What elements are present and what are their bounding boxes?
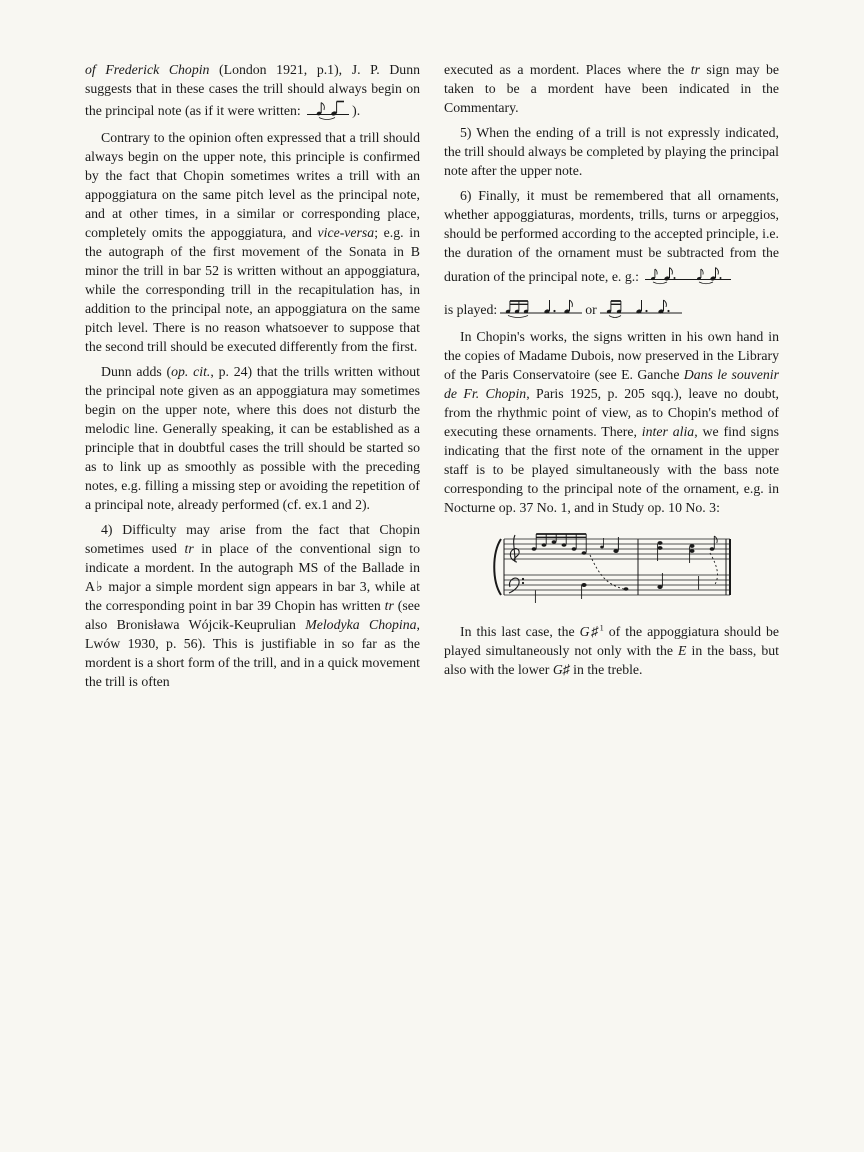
right-column — [444, 60, 779, 692]
paragraph-8 — [444, 327, 779, 517]
paragraph-3-text: Dunn adds (op. cit., p. 24) that the trills written without the principal note given as an appoggiatura may sometimes begin on the upper note, where this does not disturb the melodic line. Generally speaking, it can be established as a principle that in doubtful cases the trill should be started so as to link up as smoothly as possible with the preceding notes, e.g. filling a missing step or avoiding the repetition of a principal note, already performed (cf. ex.1 and 2). — [85, 364, 421, 512]
paragraph-6-text: 5) When the ending of a trill is not expressly indicated, the trill should always be completed by playing the principal note after the upper note. — [444, 125, 779, 178]
study-op10-no3-excerpt-icon — [490, 529, 734, 607]
paragraph-2 — [85, 128, 420, 356]
paragraph-9 — [444, 622, 779, 679]
paragraph-5-text: executed as a mordent. Places where the tr sign may be taken to be a mordent have been indicated in the Commentary. — [444, 62, 779, 115]
music-example-study-op10-no3 — [444, 529, 779, 612]
paragraph-1-close: ). — [352, 103, 361, 118]
paragraph-8-text: In Chopin's works, the signs written in his own hand in the copies of Madame Dubois, now preserved in the Library of the Paris Conservatoire (see E. Ganche Dans le souvenir de Fr. Chopin, Paris 1925, p. 205 sqq.), leave no doubt, from the rhythmic point of view, as to Chopin's method of executing these ornaments. There, inter alia, we find signs indicating that the first note of the ornament in the upper staff is to be played simultaneously with the bass note corresponding to the principal note of the ornament, e.g. in Nocturne op. 37 No. 1, and in Study op. 10 No. 3: — [444, 329, 779, 515]
paragraph-2-text: Contrary to the opinion often expressed that a trill should always begin on the upper note, this principle is confirmed by the fact that Chopin sometimes writes a trill with an appoggiatura on the same pitch level as the principal note, and at other times, in a similar or corresponding place, completely omits the appoggiatura, and vice-versa; e.g. in the autograph of the first movement of the Sonata in B minor the trill in bar 52 is written without an appoggiatura, while the corresponding trill in the recapitulation has, in addition to the principal note, an appoggiatura on the same pitch level. There is no reason whatsoever to suppose that the second trill should be executed differently from the first. — [85, 130, 420, 354]
text-columns — [85, 60, 779, 692]
played-variant-1-icon — [499, 295, 583, 321]
paragraph-9-text: In this last case, the G♯$^1$ of the appoggiatura should be played simultaneously not only with the E in the bass, but also with the lower G♯ in the treble. — [444, 623, 779, 677]
left-column — [85, 60, 420, 692]
paragraph-1-text: of Frederick Chopin (London 1921, p.1), J. P. Dunn suggests that in these cases the trill should always begin on the principal note (as if it were written: — [85, 62, 420, 118]
paragraph-1 — [85, 60, 420, 122]
is-played-label: is played: — [444, 302, 498, 317]
paragraph-4-text: 4) Difficulty may arise from the fact that Chopin sometimes used tr in place of the conventional sign to indicate a mordent. In the autograph MS of the Ballade in A♭ major a simple mordent sign appears in bar 3, while at the corresponding point in bar 39 Chopin has written tr (see also Bronisława Wójcik-Keuprulian Melodyka Chopina, Lwów 1930, p. 56). This is justifiable in so far as the mordent is a short form of the trill, and in a quick movement the trill is often — [85, 522, 420, 689]
trill-written-notation-icon — [306, 98, 350, 122]
is-played-line — [444, 295, 779, 321]
paragraph-7 — [444, 186, 779, 288]
or-label: or — [585, 302, 597, 317]
paragraph-6 — [444, 123, 779, 180]
ornament-duration-example-icon — [644, 262, 732, 288]
paragraph-7-text: 6) Finally, it must be remembered that all ornaments, whether appoggiaturas, mordents, trills, turns or arpeggios, should be performed according to the accepted principle, i.e. the duration of the ornament must be subtracted from the duration of the principal note, e. g.: — [444, 188, 779, 284]
paragraph-4 — [85, 520, 420, 691]
played-variant-2-icon — [599, 295, 683, 321]
paragraph-5 — [444, 60, 779, 117]
paragraph-3 — [85, 362, 420, 514]
